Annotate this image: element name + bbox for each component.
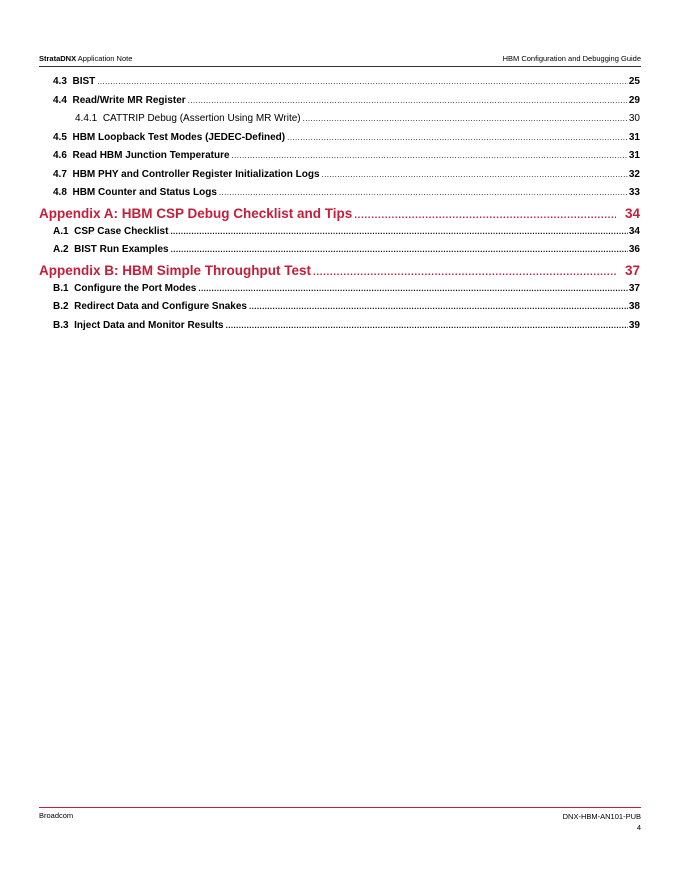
toc-page: 39 — [628, 319, 640, 331]
toc-entry-a-2[interactable] — [39, 244, 640, 263]
toc-leader — [354, 210, 616, 221]
toc-leader — [171, 245, 628, 254]
toc-number: 4.4.1 — [75, 113, 98, 124]
toc-page: 38 — [628, 301, 640, 312]
toc-number: B.3 — [53, 319, 69, 331]
toc-title: Inject Data and Monitor Results — [74, 319, 224, 331]
toc-page: 34 — [628, 225, 640, 237]
toc-number: 4.5 — [53, 131, 67, 143]
toc-page: 31 — [628, 131, 640, 143]
toc-page: 36 — [628, 244, 640, 255]
toc-number: 4.6 — [53, 150, 67, 161]
toc-title: BIST — [72, 76, 96, 87]
toc-leader — [170, 227, 627, 236]
toc-entry-4-7[interactable] — [39, 169, 640, 188]
toc-entry-4-8[interactable] — [39, 187, 640, 206]
toc-number: A.1 — [53, 225, 69, 237]
toc-page: 29 — [628, 94, 640, 106]
toc-entry-a-1[interactable] — [39, 226, 640, 245]
toc-number: 4.4 — [53, 94, 67, 106]
toc-title: HBM Loopback Test Modes (JEDEC-Defined) — [72, 131, 286, 143]
toc-entry-appendix-a[interactable] — [39, 206, 640, 226]
footer-divider — [39, 807, 641, 808]
toc-entry-4-3[interactable] — [39, 76, 640, 95]
toc-title: Configure the Port Modes — [74, 282, 197, 294]
toc-number: 4.8 — [53, 187, 67, 198]
toc-page: 30 — [628, 113, 640, 124]
toc-number: B.2 — [53, 301, 69, 312]
toc-page: 32 — [628, 168, 640, 180]
header-divider — [39, 66, 641, 67]
toc-leader — [198, 284, 628, 293]
toc-entry-4-4[interactable] — [39, 95, 640, 114]
toc-page: 37 — [624, 262, 640, 278]
toc-leader — [303, 114, 628, 123]
toc-entry-4-6[interactable] — [39, 150, 640, 169]
doc-type: Application Note — [77, 54, 133, 63]
toc-entry-b-2[interactable] — [39, 301, 640, 320]
footer-right — [563, 811, 641, 833]
table-of-contents — [39, 76, 640, 338]
toc-leader — [249, 302, 628, 311]
toc-leader — [219, 188, 628, 197]
toc-leader — [188, 96, 628, 105]
toc-number: A.2 — [53, 244, 69, 255]
toc-title: HBM Counter and Status Logs — [72, 187, 217, 198]
toc-title: CATTRIP Debug (Assertion Using MR Write) — [102, 113, 301, 124]
footer-doc-id: DNX-HBM-AN101-PUB — [562, 812, 641, 821]
toc-entry-b-1[interactable] — [39, 283, 640, 302]
toc-entry-4-5[interactable] — [39, 132, 640, 151]
footer-company: Broadcom — [39, 811, 74, 820]
toc-number: 4.3 — [53, 76, 67, 87]
toc-page: 37 — [628, 282, 640, 294]
toc-page: 25 — [628, 76, 640, 87]
toc-page: 33 — [628, 187, 640, 198]
toc-leader — [232, 151, 628, 160]
toc-leader — [322, 170, 628, 179]
toc-leader — [287, 133, 628, 142]
toc-title: BIST Run Examples — [74, 244, 169, 255]
toc-title: Read HBM Junction Temperature — [72, 150, 230, 161]
toc-leader — [313, 267, 616, 278]
toc-number: B.1 — [53, 282, 69, 294]
toc-title: Read/Write MR Register — [72, 94, 186, 106]
toc-page: 34 — [624, 205, 640, 221]
footer-page-number: 4 — [636, 823, 641, 832]
toc-title: HBM PHY and Controller Register Initialization Logs — [72, 168, 320, 180]
toc-page: 31 — [628, 150, 640, 161]
toc-leader — [97, 77, 628, 86]
page-header — [39, 52, 641, 66]
toc-leader — [226, 321, 628, 330]
toc-number: 4.7 — [53, 168, 67, 180]
toc-entry-b-3[interactable] — [39, 320, 640, 339]
toc-title: Appendix B: HBM Simple Throughput Test — [39, 262, 311, 278]
brand-name: StrataDNX — [39, 54, 77, 63]
toc-entry-appendix-b[interactable] — [39, 263, 640, 283]
header-left — [39, 52, 132, 66]
toc-entry-4-4-1[interactable] — [39, 113, 640, 132]
toc-title: CSP Case Checklist — [74, 225, 169, 237]
toc-title: Redirect Data and Configure Snakes — [74, 301, 247, 312]
toc-title: Appendix A: HBM CSP Debug Checklist and Tips — [39, 205, 353, 221]
header-title: HBM Configuration and Debugging Guide — [502, 54, 641, 63]
